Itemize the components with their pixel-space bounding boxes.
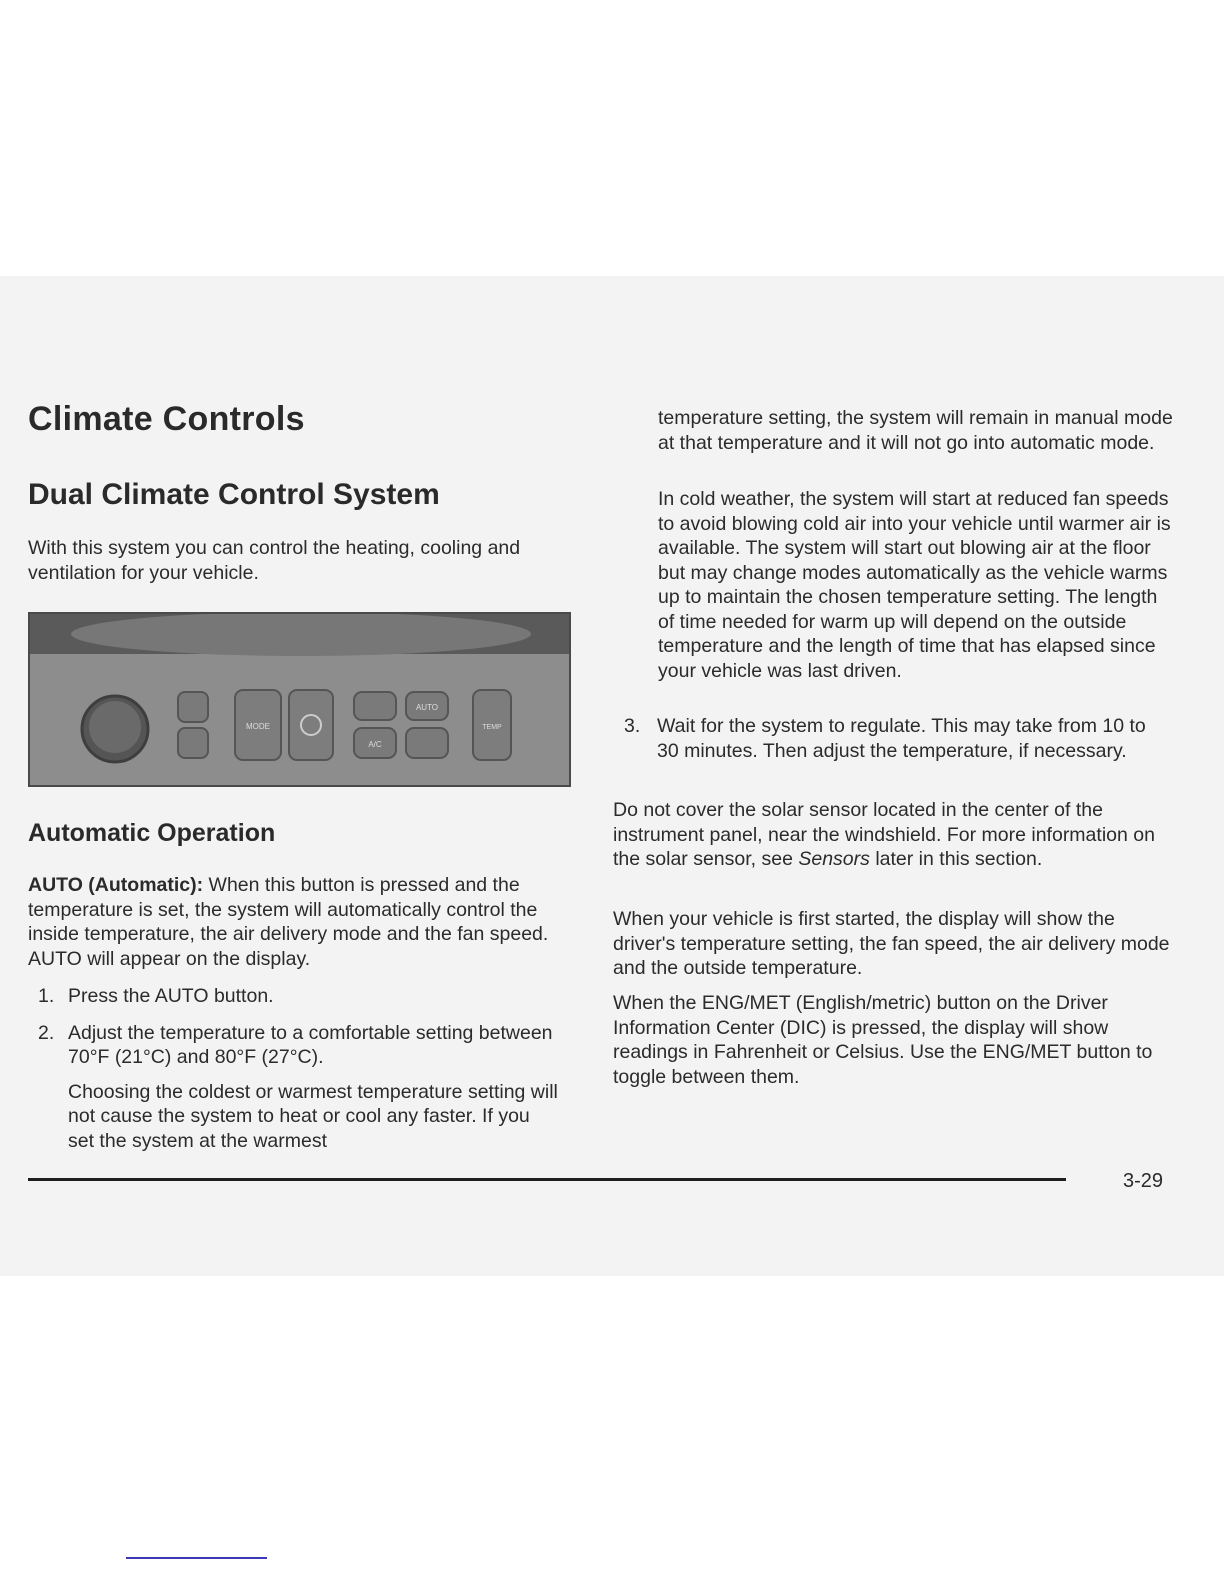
list-item bbox=[624, 714, 1169, 763]
cold-weather-paragraph: In cold weather, the system will start at reduced fan speeds to avoid blowing cold air into your vehicle until warmer air is available. The system will start out blowing air at the floor but may change modes automatically as the vehicle warms up to maintain the chosen temperature setting. The length of time needed for warm up will depend on the outside temperature and the length of time that has elapsed since your vehicle was last driven. bbox=[658, 488, 1171, 682]
continued-paragraph: temperature setting, the system will remain in manual mode at that temperature and it will not go into automatic mode. bbox=[658, 407, 1173, 454]
first-started-paragraph: When your vehicle is first started, the display will show the driver's temperature setting, the fan speed, the air delivery mode and the outside temperature. bbox=[613, 908, 1170, 979]
automatic-operation-heading: Automatic Operation bbox=[28, 819, 276, 847]
mode-button-label: MODE bbox=[246, 722, 270, 731]
auto-label: AUTO (Automatic): bbox=[28, 874, 204, 896]
step-number: 3. bbox=[624, 715, 641, 737]
list-item bbox=[38, 984, 558, 1009]
eng-met-paragraph: When the ENG/MET (English/metric) button on the Driver Information Center (DIC) is pressed, the display will show readings in Fahrenheit or Celsius. Use the ENG/MET button to toggle between them. bbox=[613, 992, 1153, 1088]
climate-control-panel-photo bbox=[28, 612, 571, 787]
sensors-reference: Sensors bbox=[798, 848, 870, 870]
step-text: Press the AUTO button. bbox=[68, 985, 274, 1007]
step-number: 1. bbox=[38, 985, 55, 1007]
step-text: Adjust the temperature to a comfortable setting between 70°F (21°C) and 80°F (27°C). bbox=[68, 1021, 553, 1068]
ac-button-label: A/C bbox=[368, 740, 382, 749]
step2-note: Choosing the coldest or warmest temperature setting will not cause the system to heat or cool any faster. If you set the system at the warmest bbox=[68, 1080, 558, 1152]
bottom-link-underline bbox=[126, 1557, 267, 1559]
auto-button-label: AUTO bbox=[415, 703, 439, 712]
auto-paragraph bbox=[28, 873, 578, 971]
step-number: 2. bbox=[38, 1021, 55, 1044]
temp-button-label: TEMP bbox=[482, 724, 502, 731]
step-text: Wait for the system to regulate. This may take from 10 to 30 minutes. Then adjust the temperature, if necessary. bbox=[657, 715, 1146, 762]
steps-list bbox=[38, 984, 558, 1153]
page-title: Climate Controls bbox=[28, 400, 305, 438]
solar-text: Do not cover the solar sensor located in the center of the instrument panel, near the windshield. For more information on the solar sensor, see bbox=[613, 799, 1155, 870]
page-number: 3-29 bbox=[1123, 1170, 1164, 1192]
intro-paragraph: With this system you can control the heating, cooling and ventilation for your vehicle. bbox=[28, 537, 521, 584]
section-title: Dual Climate Control System bbox=[28, 478, 440, 511]
footer-rule bbox=[28, 1178, 1066, 1181]
solar-text-end: later in this section. bbox=[869, 848, 1043, 870]
solar-sensor-paragraph bbox=[613, 798, 1173, 872]
list-item bbox=[38, 1021, 558, 1070]
auto-text: When this button is pressed and the temperature is set, the system will automatically control the inside temperature, the air delivery mode and the fan speed. AUTO will appear on the display. bbox=[28, 874, 549, 970]
